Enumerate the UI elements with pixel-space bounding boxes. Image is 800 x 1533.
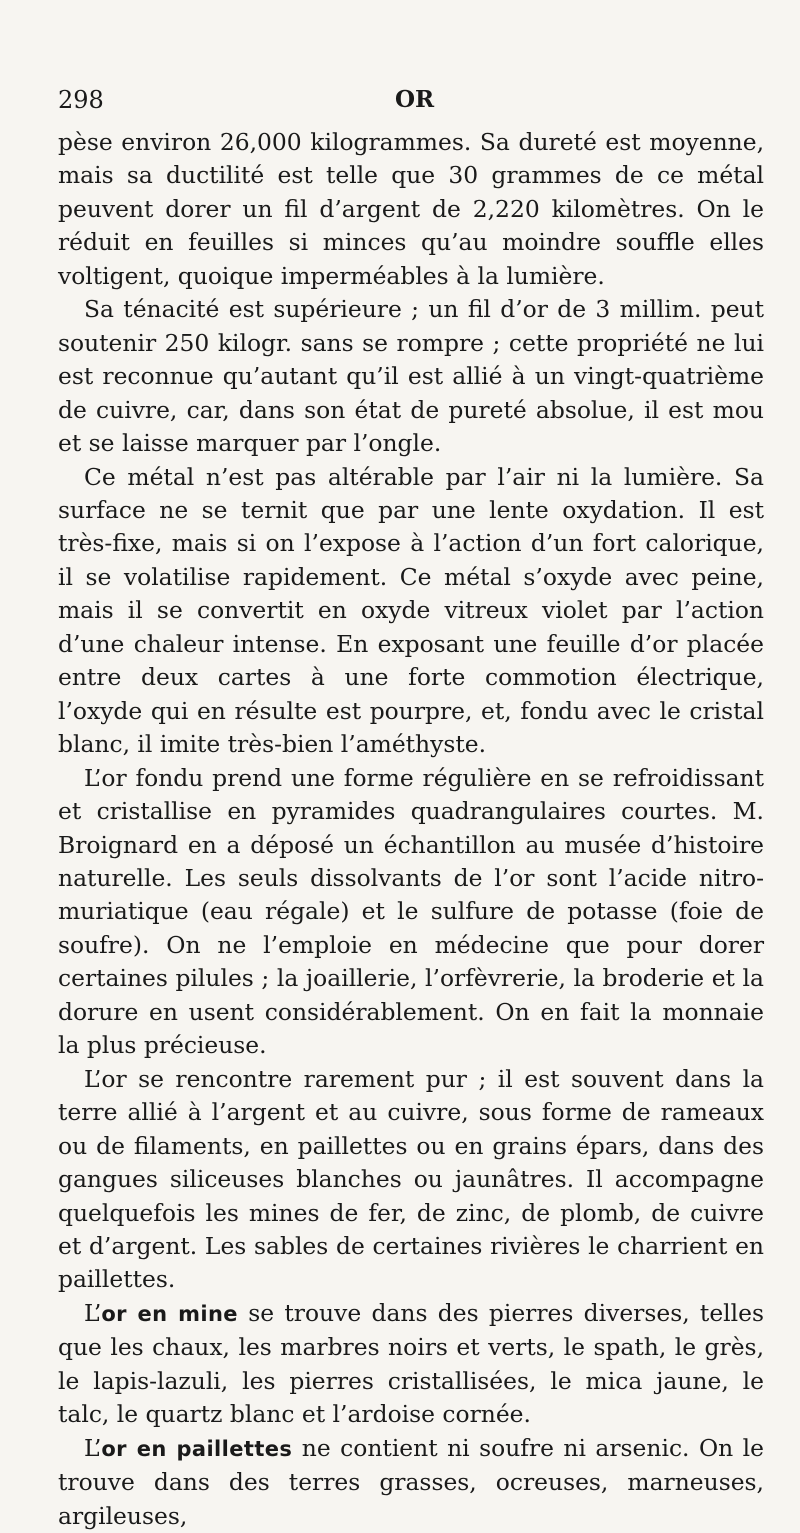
term-heading: or en paillettes <box>101 1436 293 1461</box>
paragraph: L’or en paillettes ne contient ni soufre ni arsenic. On le trouve dans des terres grasses, ocreuses, marneuses, argileuses, <box>58 1433 765 1530</box>
paragraph: L’or se rencontre rarement pur ; il est souvent dans la terre allié à l’argent et au cuivre, sous forme de rameaux ou de filaments, en paillettes ou en grains épars, dans des gangues siliceuses blanches ou jaunâtres. Il accompagne quelquefois les mines de fer, de zinc, de plomb, de cuivre et d’argent. Les sables de certaines rivières le charrient en paillettes. <box>58 1064 764 1294</box>
paragraph-lead: L’ <box>84 1298 102 1327</box>
paragraph: L’or fondu prend une forme régulière en se refroidissant et cristallise en pyramides quadrangulaires courtes. M. Broignard en a déposé un échantillon au musée d’histoire naturelle. Les seuls dissolvants de l’or sont l’acide nitro-muriatique (eau régale) et le sulfure de potasse (foie de soufre). On ne l’emploie en médecine que pour dorer certaines pilules ; la joaillerie, l’orfèvrerie, la broderie et la dorure en usent considérablement. On en fait la monnaie la plus précieuse. <box>58 763 764 1060</box>
body-text <box>58 126 764 1533</box>
term-heading: or en mine <box>101 1301 238 1326</box>
paragraph: L’or en mine se trouve dans des pierres diverses, telles que les chaux, les marbres noirs et verts, le spath, le grès, le lapis-lazuli, les pierres cristallisées, le mica jaune, le talc, le quartz blanc et l’ardoise cornée. <box>58 1298 764 1429</box>
paragraph: Sa ténacité est supérieure ; un fil d’or de 3 millim. peut soutenir 250 kilogr. sans se rompre ; cette propriété ne lui est reconnue qu’autant qu’il est allié à un vingt-quatrième de cuivre, car, dans son état de pureté absolue, il est mou et se laisse marquer par l’ongle. <box>58 295 764 458</box>
running-title: OR <box>395 86 435 113</box>
paragraph: Ce métal n’est pas altérable par l’air ni la lumière. Sa surface ne se ternit que par une lente oxydation. Il est très-fixe, mais si on l’expose à l’action d’un fort calorique, il se volatilise rapidement. Ce métal s’oxyde avec peine, mais il se convertit en oxyde vitreux violet par l’action d’une chaleur intense. En exposant une feuille d’or placée entre deux cartes à une forte commotion électrique, l’oxyde qui en résulte est pourpre, et, fondu avec le cristal blanc, il imite très-bien l’améthyste. <box>58 462 764 759</box>
page-header <box>58 86 758 118</box>
paragraph: pèse environ 26,000 kilogrammes. Sa dureté est moyenne, mais sa ductilité est telle que 30 grammes de ce métal peuvent dorer un fil d’argent de 2,220 kilomètres. On le réduit en feuilles si minces qu’au moindre souffle elles voltigent, quoique imperméables à la lumière. <box>58 128 764 290</box>
page-number: 298 <box>58 86 104 114</box>
paragraph-lead: L’ <box>84 1433 102 1462</box>
